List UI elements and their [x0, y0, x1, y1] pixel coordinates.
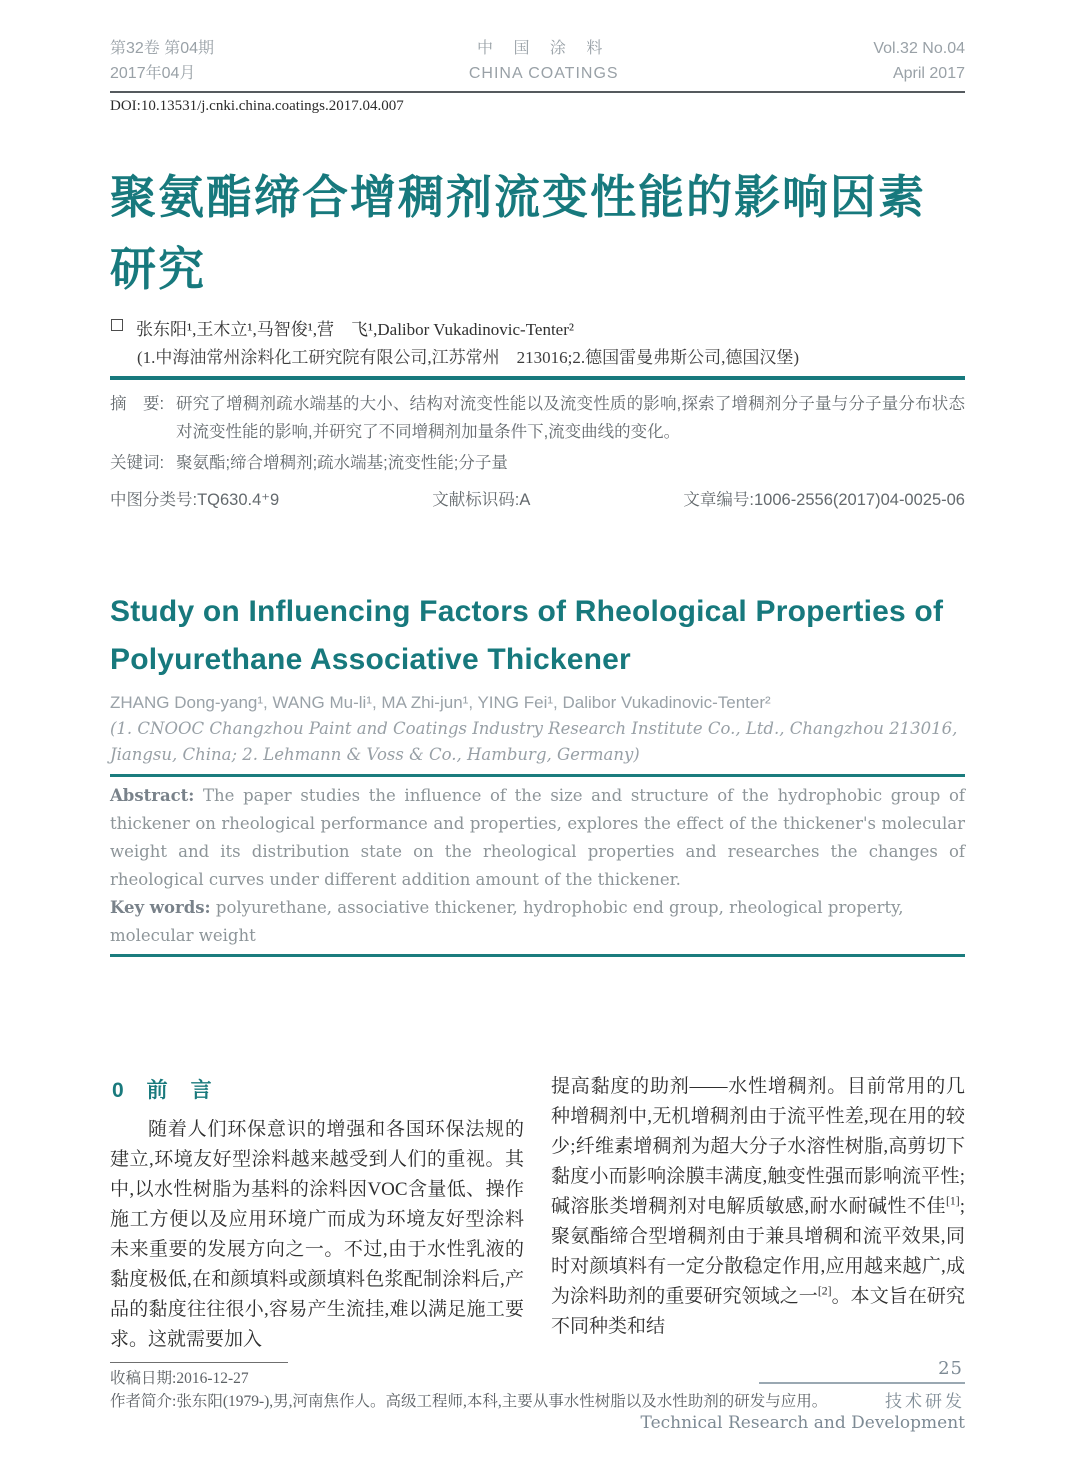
affiliation-en: (1. CNOOC Changzhou Paint and Coatings Industry Research Institute Co., Ltd., Changzhou 213016, Jiangsu, China; 2. Lehmann & Voss & Co., Hamburg, Germany) — [110, 719, 958, 764]
header-center — [469, 36, 619, 86]
affiliation-cn: (1.中海油常州涂料化工研究院有限公司,江苏常州 213016;2.德国雷曼弗斯公司,德国汉堡) — [137, 348, 800, 367]
article-title-cn-line1: 聚氨酯缔合增稠剂流变性能的影响因素 — [110, 171, 926, 223]
received-date-label: 收稿日期: — [110, 1370, 177, 1387]
keywords-en-label: Key words: — [110, 898, 211, 917]
article-no-value: 1006-2556(2017)04-0025-06 — [753, 491, 965, 509]
abstract-cn-label: 摘 要: — [110, 395, 165, 413]
header-right — [873, 36, 965, 86]
header-left — [110, 36, 214, 86]
header-vol-issue-cn: 第32卷 第04期 — [110, 40, 215, 57]
author-marker-square-icon — [111, 319, 123, 331]
abstract-cn-block — [110, 390, 965, 446]
received-date-value: 2016-12-27 — [176, 1370, 249, 1387]
article-title-cn — [110, 161, 965, 305]
left-column — [110, 1072, 524, 1355]
abstract-cn-text: 研究了增稠剂疏水端基的大小、结构对流变性能以及流变性质的影响,探索了增稠剂分子量与分子量分布状态对流变性能的影响,并研究了不同增稠剂加量条件下,流变曲线的变化。 — [176, 395, 965, 441]
article-no-label: 文章编号: — [683, 491, 754, 509]
clc-value: TQ630.4⁺9 — [197, 491, 280, 509]
article-no-item — [683, 486, 965, 514]
clc-label: 中图分类号: — [110, 491, 198, 509]
two-column-layout — [110, 1072, 965, 1355]
meta-row — [110, 486, 965, 514]
left-column-paragraph: 随着人们环保意识的增强和各国环保法规的建立,环境友好型涂料越来越受到人们的重视。其中,以水性树脂为基料的涂料因VOC含量低、操作施工方便以及应用环境广而成为环境友好型涂料未来重要的发展方向之一。不过,由于水性乳液的黏度极低,在和颜填料或颜填料色浆配制涂料后,产品的黏度往往很小,容易产生流挂,难以满足施工要求。这就需要加入 — [110, 1119, 524, 1350]
keywords-en-text: polyurethane, associative thickener, hydrophobic end group, rheological property, molecular weight — [110, 898, 904, 945]
abstract-en-label: Abstract: — [110, 786, 195, 805]
journal-name-en: CHINA COATINGS — [468, 65, 619, 82]
doc-code-label: 文献标识码: — [432, 491, 520, 509]
keywords-en-block — [110, 894, 965, 950]
doi: DOI:10.13531/j.cnki.china.coatings.2017.04.007 — [110, 98, 404, 114]
page-footer — [641, 1358, 965, 1433]
doc-code-value: A — [519, 491, 531, 509]
clc-item — [110, 486, 279, 514]
header-date-cn: 2017年04月 — [110, 65, 196, 82]
keywords-cn-block — [110, 449, 965, 477]
article-title-en-line1: Study on Influencing Factors of Rheological Properties of — [110, 595, 944, 628]
authors-cn: 张东阳¹,王木立¹,马智俊¹,营 飞¹,Dalibor Vukadinovic-Tenter² — [136, 320, 574, 339]
abstract-en-bottom-rule — [110, 954, 965, 957]
journal-name-cn: 中 国 涂 料 — [477, 40, 611, 57]
article-title-en — [110, 588, 965, 684]
footer-divider — [759, 1382, 965, 1384]
header-divider — [110, 91, 965, 93]
author-bio-label: 作者简介: — [110, 1393, 177, 1410]
abstract-en-text: The paper studies the influence of the size and structure of the hydrophobic group of thickener on rheological performance and properties, explores the effect of the thickener's molecular weight and its distribution state on the rheological properties and researches the changes of rheological curves under different addition amount of the thickener. — [110, 786, 965, 889]
abstract-en-top-rule — [110, 774, 965, 777]
footer-column-name-en: Technical Research and Development — [640, 1413, 965, 1433]
header-date-en: April 2017 — [892, 65, 965, 82]
footer-column-name-cn: 技术研发 — [885, 1392, 965, 1412]
keywords-cn-text: 聚氨酯;缔合增稠剂;疏水端基;流变性能;分子量 — [176, 454, 508, 472]
right-column-paragraph: 提高黏度的助剂——水性增稠剂。目前常用的几种增稠剂中,无机增稠剂由于流平性差,现在用的较少;纤维素增稠剂为超大分子水溶性树脂,高剪切下黏度小而影响涂膜丰满度,触变性强而影响流平性;碱溶胀类增稠剂对电解质敏感,耐水耐碱性不佳[1];聚氨酯缔合型增稠剂由于兼具增稠和流平效果,同时对颜填料有一定分散稳定作用,应用越来越广,成为涂料助剂的重要研究领域之一[2]。本文旨在研究不同种类和结 — [551, 1076, 965, 1337]
author-bio-value: 张东阳(1979-),男,河南焦作人。高级工程师,本科,主要从事水性树脂以及水性助剂的研发与应用。 — [176, 1393, 828, 1410]
journal-header — [110, 36, 965, 86]
footnote-divider — [110, 1362, 288, 1363]
authors-en: ZHANG Dong-yang¹, WANG Mu-li¹, MA Zhi-jun¹, YING Fei¹, Dalibor Vukadinovic-Tenter² — [110, 693, 771, 712]
page-number: 25 — [938, 1358, 963, 1379]
title-divider-bar — [110, 376, 965, 380]
keywords-cn-label: 关键词: — [110, 454, 165, 472]
article-title-cn-line2: 研究 — [110, 243, 206, 295]
header-vol-issue-en: Vol.32 No.04 — [873, 40, 965, 57]
section-0-heading: 0 前 言 — [112, 1079, 213, 1102]
authors-cn-row — [110, 315, 965, 340]
article-title-en-line2: Polyurethane Associative Thickener — [110, 643, 631, 676]
doc-code-item — [432, 486, 530, 514]
right-column — [551, 1072, 965, 1355]
abstract-en-block — [110, 782, 965, 894]
